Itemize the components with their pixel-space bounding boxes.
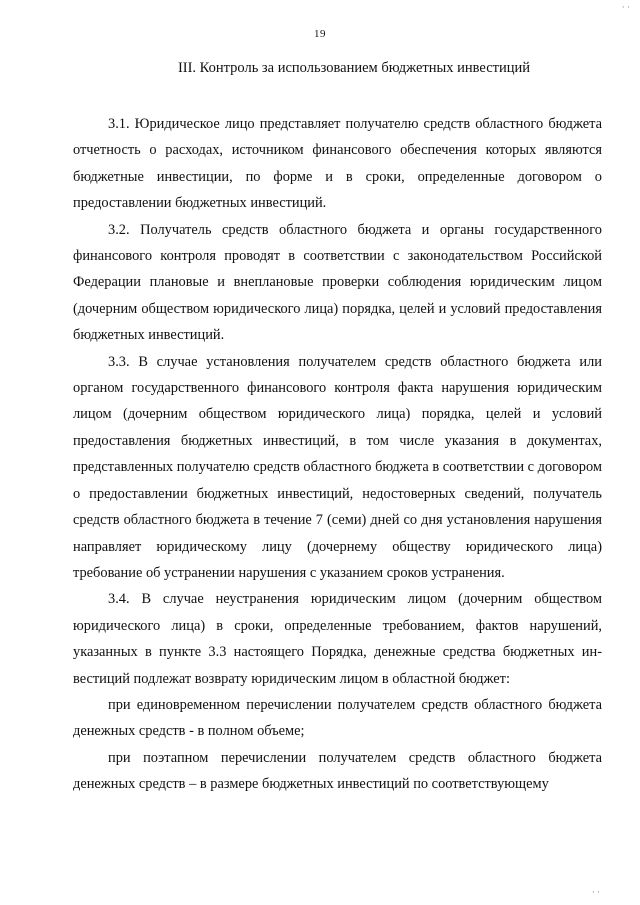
paragraph-3-3: 3.3. В случае установления получателем средств областного бюджета или органом государственного финансового контроля факта нарушения юридическим лицом (дочерним обществом юридического лица) порядка, целей и условий предоставления бюджетных инвестиций, в том числе указания в документах, представленных получателю средств областного бюджета в соответствии с договором о предоставлении бюджетных инвестиций, недостоверных сведений, получатель средств областного бюджета в течение 7 (семи) дней со дня установления нарушения направляет юридическому лицу (дочернему обществу юридического лица) требование об устранении нарушения с указанием сроков устранения. bbox=[73, 353, 602, 581]
scan-corner-mark: · · bbox=[621, 2, 630, 12]
scan-corner-mark: · · bbox=[591, 887, 600, 897]
page-number: 19 bbox=[314, 28, 326, 40]
paragraph-3-1: 3.1. Юридическое лицо представляет получателю средств областного бюджета отчетность о расходах, источником финансового обеспечения которых являются бюджетные инвестиции, по форме и в сроки, определенные договором о предоставлении бюджетных инвестиций. bbox=[73, 116, 602, 212]
paragraph-lump-sum: при единовременном перечислении получателем средств областного бюджета денежных средств - в полном объеме; bbox=[73, 696, 602, 740]
paragraph-3-2: 3.2. Получатель средств областного бюджета и органы государственного финансового контроля проводят в соответствии с законодательством Российской Федерации плановые и внеплановые проверки соблюдения юридическим лицом (дочерним обществом юридического лица) порядка, целей и условий предоставления бюджетных инвестиций. bbox=[73, 221, 602, 344]
section-title: III. Контроль за использованием бюджетных инвестиций bbox=[177, 60, 531, 76]
body-text bbox=[73, 111, 602, 798]
paragraph-3-4: 3.4. В случае неустранения юридическим лицом (дочерним обществом юридического лица) в сроки, определенные требованием, фактов нарушений, указанных в пункте 3.3 настоящего Порядка, денежные средства бюджетных инвестиций подлежат возврату юридическим лицом в областной бюджет: bbox=[73, 591, 602, 687]
paragraph-staged: при поэтапном перечислении получателем средств областного бюджета денежных средств – в размере бюджетных инвестиций по соответствующему bbox=[73, 749, 602, 793]
